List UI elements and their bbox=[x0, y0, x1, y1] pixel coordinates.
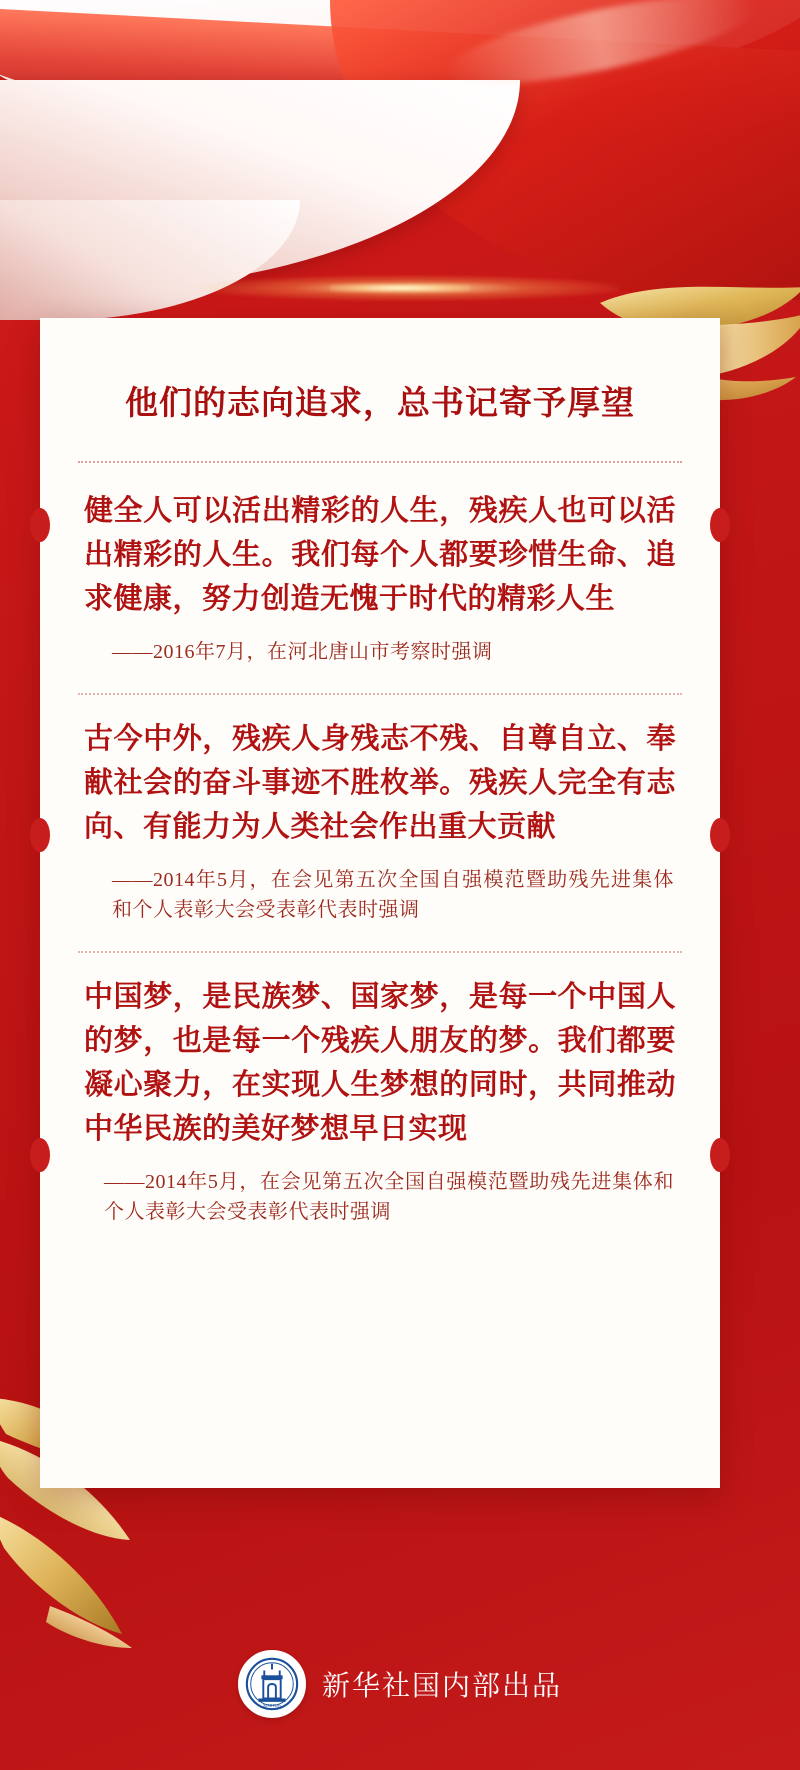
silk-ribbon-header bbox=[0, 0, 800, 320]
svg-text:XINHUA: XINHUA bbox=[262, 1704, 282, 1710]
card-notch-2 bbox=[30, 818, 50, 852]
card-notch-3 bbox=[30, 1138, 50, 1172]
quote-attribution-2: ——2014年5月，在会见第五次全国自强模范暨助残先进集体和个人表彰大会受表彰代表时强调 bbox=[112, 869, 674, 922]
footer-text: 新华社国内部出品 bbox=[321, 1671, 562, 1702]
quote-text-2: 古今中外，残疾人身残志不残、自尊自立、奉献社会的奋斗事迹不胜枚举。残疾人完全有志向、有能力为人类社会作出重大贡献 bbox=[84, 722, 676, 843]
glow-core bbox=[330, 284, 470, 292]
quote-text-1: 健全人可以活出精彩的人生，残疾人也可以活出精彩的人生。我们每个人都要珍惜生命、追求健康，努力创造无愧于时代的精彩人生 bbox=[84, 494, 676, 615]
divider-2 bbox=[78, 951, 682, 953]
page-title: 他们的志向追求，总书记寄予厚望 bbox=[125, 386, 635, 422]
xinhua-logo-icon bbox=[238, 1650, 306, 1718]
quote-attribution-1: ——2016年7月，在河北唐山市考察时强调 bbox=[112, 640, 493, 663]
quote-card bbox=[40, 318, 720, 1488]
card-notch-6 bbox=[710, 1138, 730, 1172]
quote-text-3: 中国梦，是民族梦、国家梦，是每一个中国人的梦，也是每一个残疾人朋友的梦。我们都要凝心聚力，在实现人生梦想的同时，共同推动中华民族的美好梦想早日实现 bbox=[84, 981, 676, 1146]
footer bbox=[0, 1650, 800, 1718]
silk-fold-inner bbox=[0, 200, 300, 320]
divider-1 bbox=[78, 693, 682, 695]
card-notch-1 bbox=[30, 508, 50, 542]
card-notch-5 bbox=[710, 818, 730, 852]
quote-attribution-3: ——2014年5月，在会见第五次全国自强模范暨助残先进集体和个人表彰大会受表彰代表时强调 bbox=[104, 1171, 674, 1224]
divider-top bbox=[78, 461, 682, 463]
card-notch-4 bbox=[710, 508, 730, 542]
silk-fold bbox=[0, 80, 520, 290]
